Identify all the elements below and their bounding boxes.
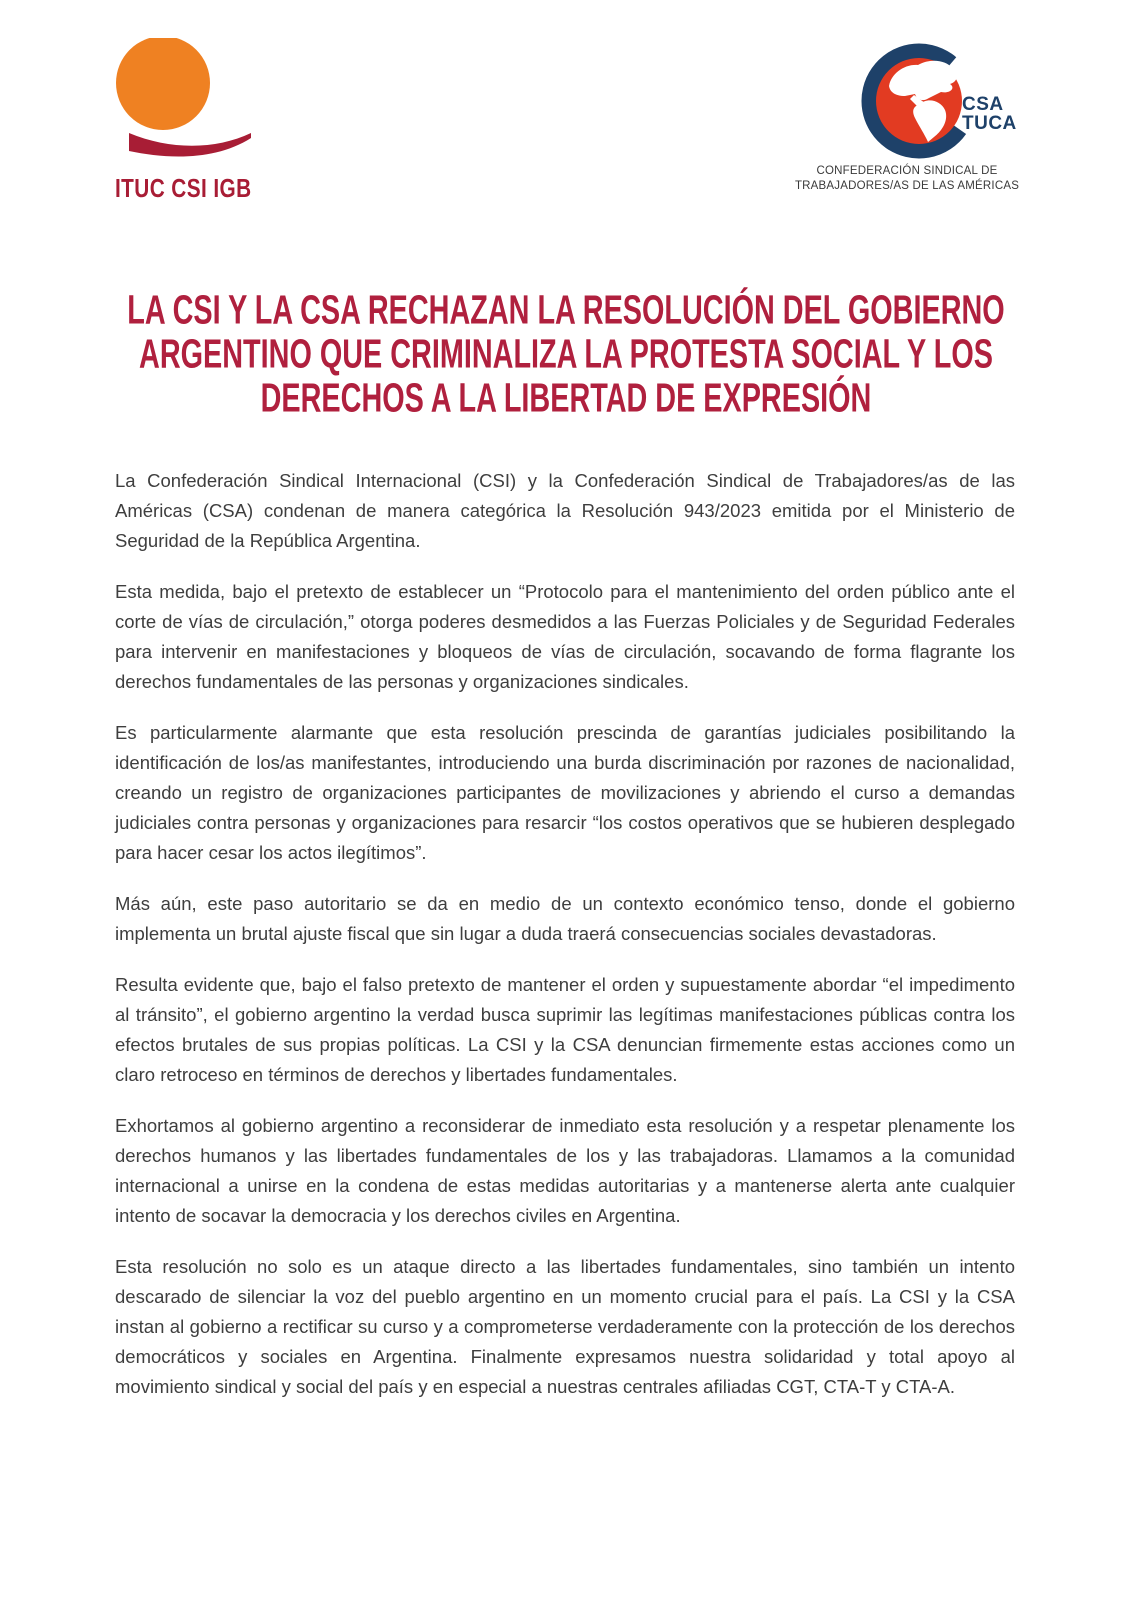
paragraph-6: Exhortamos al gobierno argentino a reconsiderar de inmediato esta resolución y a respetar plenamente los derechos humanos y las libertades fundamentales de los y las trabajadoras. Llamamos a la comunidad internacional a unirse en la condena de estas medidas autoritarias y a mantenerse alerta ante cualquier intento de socavar la democracia y los derechos civiles en Argentina.	[115, 1115, 1015, 1226]
page-title-line2: ARGENTINO QUE CRIMINALIZA LA PROTESTA SOCIAL Y LOS	[139, 331, 993, 377]
csa-logo	[790, 38, 1024, 194]
page-title	[0, 288, 1132, 420]
paragraph-2: Esta medida, bajo el pretexto de establecer un “Protocolo para el mantenimiento del orden público ante el corte de vías de circulación,” otorga poderes desmedidos a las Fuerzas Policiales y de Seguridad Federales para intervenir en manifestaciones y bloqueos de vías de circulación, socavando de forma flagrante los derechos fundamentales de las personas y organizaciones sindicales.	[115, 581, 1015, 692]
paragraph-4: Más aún, este paso autoritario se da en medio de un contexto económico tenso, donde el gobierno implementa un brutal ajuste fiscal que sin lugar a duda traerá consecuencias sociales devastadoras.	[115, 893, 1015, 944]
ituc-swoosh-icon	[129, 133, 251, 157]
csa-caption-line2: TRABAJADORES/AS DE LAS AMÉRICAS	[794, 180, 1020, 192]
paragraph-5: Resulta evidente que, bajo el falso pretexto de mantener el orden y supuestamente abordar “el impedimento al tránsito”, el gobierno argentino la verdad busca suprimir las legítimas manifestaciones públicas contra los efectos brutales de sus propias políticas. La CSI y la CSA denuncian firmemente estas acciones como un claro retroceso en términos de derechos y libertades fundamentales.	[115, 974, 1015, 1085]
csa-acronym-bottom: TUCA	[962, 113, 1017, 134]
ituc-logo	[115, 38, 265, 204]
csa-logo-graphic	[790, 38, 1024, 163]
ituc-logo-graphic	[115, 38, 265, 163]
csa-caption-line1: CONFEDERACIÓN SINDICAL DE	[816, 165, 998, 177]
page-title-line3: DERECHOS A LA LIBERTAD DE EXPRESIÓN	[260, 375, 872, 421]
csa-acronym-top: CSA	[962, 94, 1004, 115]
paragraph-1: La Confederación Sindical Internacional (CSI) y la Confederación Sindical de Trabajadores/as de las Américas (CSA) condenan de manera categórica la Resolución 943/2023 emitida por el Ministerio de Seguridad de la República Argentina.	[115, 470, 1015, 551]
ituc-circle-icon	[116, 38, 210, 130]
paragraph-3: Es particularmente alarmante que esta resolución prescinda de garantías judiciales posibilitando la identificación de los/as manifestantes, introduciendo una burda discriminación por razones de nacionalidad, creando un registro de organizaciones participantes de movilizaciones y abriendo el curso a demandas judiciales contra personas y organizaciones para resarcir “los costos operativos que se hubieren desplegado para hacer cesar los actos ilegítimos”.	[115, 722, 1015, 863]
csa-caption	[790, 164, 1024, 194]
page-header	[0, 0, 1132, 204]
document-body	[115, 466, 1015, 1402]
ituc-wordmark: ITUC CSI IGB	[115, 173, 252, 203]
page-title-line1: LA CSI Y LA CSA RECHAZAN LA RESOLUCIÓN DEL GOBIERNO	[127, 287, 1005, 333]
paragraph-7: Esta resolución no solo es un ataque directo a las libertades fundamentales, sino también un intento descarado de silenciar la voz del pueblo argentino en un momento crucial para el país. La CSI y la CSA instan al gobierno a rectificar su curso y a comprometerse verdaderamente con la protección de los derechos democráticos y sociales en Argentina. Finalmente expresamos nuestra solidaridad y total apoyo al movimiento sindical y social del país y en especial a nuestras centrales afiliadas CGT, CTA-T y CTA-A.	[115, 1256, 1015, 1397]
csa-acronym	[962, 95, 1017, 133]
